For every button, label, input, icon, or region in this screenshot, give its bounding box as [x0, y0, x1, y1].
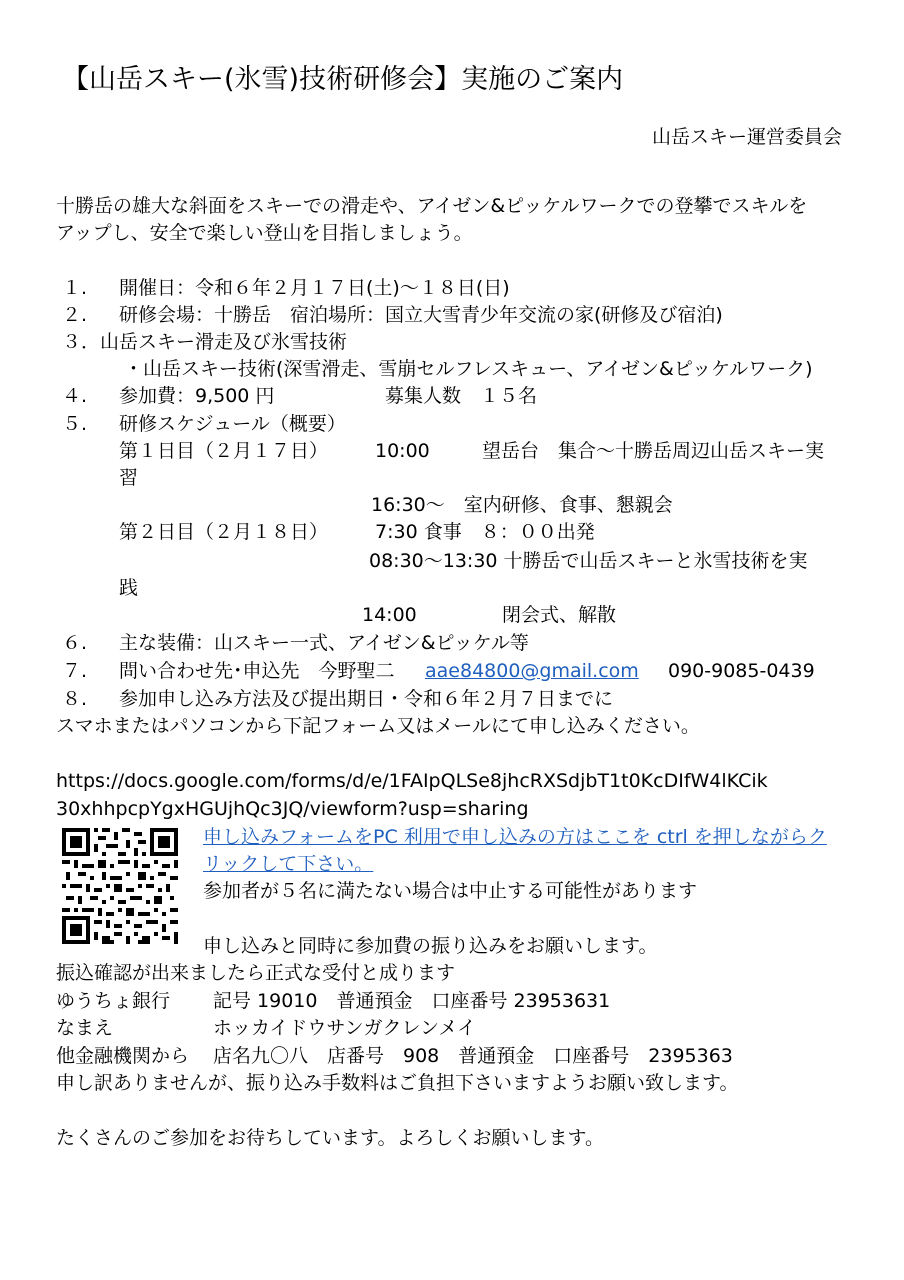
item-3-text: ３．山岳スキー滑走及び氷雪技術 [62, 331, 348, 353]
form-url-line-1: https://docs.google.com/forms/d/e/1FAIpQLSe8jhcRXSdjbT1t0KcDIfW4lKCik [56, 770, 768, 792]
other-bank-info: 店名九〇八 店番号 908 普通預金 口座番号 2395363 [213, 1045, 733, 1067]
item-6-number: ６. [62, 632, 88, 654]
form-link-line-2[interactable]: リックして下さい。 [203, 853, 374, 875]
day1-label: 第１日目（２月１７日） [119, 440, 329, 462]
day2-desc3: 閉会式、解散 [502, 604, 617, 626]
item-2-number: ２. [62, 304, 88, 326]
item-2-text: 研修会場：十勝岳 宿泊場所：国立大雪青少年交流の家(研修及び宿泊) [119, 304, 723, 326]
intro-line-2: アップし、安全で楽しい登山を目指しましょう。 [56, 222, 473, 244]
day1-desc-wrap: 習 [119, 467, 139, 489]
item-1-text: 開催日：令和６年２月１７日(土)～１８日(日) [119, 277, 510, 299]
day2-row1: 7:30 食事 ８：００出発 [375, 521, 595, 543]
day1-row2: 16:30～ 室内研修、食事、懇親会 [371, 494, 673, 516]
day2-row2: 08:30～13:30 十勝岳で山岳スキーと氷雪技術を実 [369, 550, 808, 572]
organizer: 山岳スキー運営委員会 [651, 126, 842, 148]
intro-line-1: 十勝岳の雄大な斜面をスキーでの滑走や、アイゼン&ピッケルワークでの登攀でスキルを [56, 195, 808, 217]
item-8-text: 参加申し込み方法及び提出期日・令和６年２月７日までに [119, 688, 614, 710]
item-8-number: ８. [62, 688, 88, 710]
form-url-line-2: 30xhhpcpYgxHGUjhQc3JQ/viewform?usp=sharing [56, 798, 529, 820]
qr-code-icon [62, 828, 178, 944]
day2-time3: 14:00 [362, 604, 417, 626]
item-1-number: １. [62, 277, 88, 299]
day1-time: 10:00 [375, 440, 430, 462]
payment-line-2: 振込確認が出来ましたら正式な受付と成ります [56, 962, 456, 984]
bank-label: ゆうちょ銀行 [56, 990, 171, 1012]
contact-phone: 090-9085-0439 [668, 660, 815, 682]
account-name-value: ホッカイドウサンガクレンメイ [213, 1017, 477, 1039]
item-6-text: 主な装備：山スキー一式、アイゼン&ピッケル等 [119, 632, 529, 654]
day2-row2-wrap: 践 [119, 577, 139, 599]
other-bank-label: 他金融機関から [56, 1045, 190, 1067]
item-4-number: ４. [62, 385, 88, 407]
payment-line-1: 申し込みと同時に参加費の振り込みをお願いします。 [203, 935, 658, 957]
bank-info: 記号 19010 普通預金 口座番号 23953631 [213, 990, 611, 1012]
account-name-label: なまえ [56, 1017, 114, 1039]
item-5-number: ５. [62, 413, 88, 435]
day2-label: 第２日目（２月１８日） [119, 521, 329, 543]
apply-note: スマホまたはパソコンから下記フォーム又はメールにて申し込みください。 [56, 715, 700, 737]
item-7-number: ７. [62, 660, 88, 682]
page-title: 【山岳スキー(氷雪)技術研修会】実施のご案内 [62, 64, 624, 95]
payment-line-3: 申し訳ありませんが、振り込み手数料はご負担下さいますようお願い致します。 [56, 1072, 739, 1094]
form-link-line-1[interactable]: 申し込みフォームをPC 利用で申し込みの方はここを ctrl を押しながらク [203, 826, 827, 848]
contact-email-link[interactable]: aae84800@gmail.com [425, 660, 639, 682]
day1-desc: 望岳台 集合～十勝岳周辺山岳スキー実 [482, 440, 825, 462]
item-4-text: 参加費：9,500 円 [119, 385, 275, 407]
item-7-text: 問い合わせ先･申込先 今野聖二 [119, 660, 395, 682]
closing-message: たくさんのご参加をお待ちしています。よろしくお願いします。 [56, 1127, 604, 1149]
item-4-capacity: 募集人数 １５名 [385, 385, 538, 407]
item-3-sub: ・山岳スキー技術(深雪滑走、雪崩セルフレスキュー、アイゼン&ピッケルワーク) [124, 358, 813, 380]
cancel-note: 参加者が５名に満たない場合は中止する可能性があります [203, 880, 698, 902]
item-5-text: 研修スケジュール（概要） [119, 413, 346, 435]
